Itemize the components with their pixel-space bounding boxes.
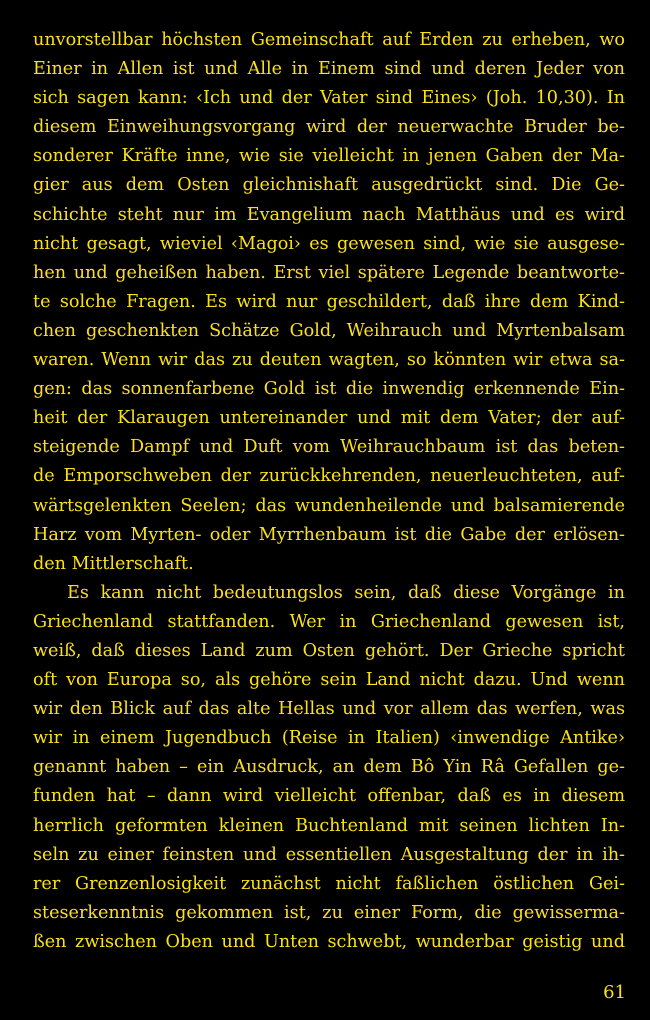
- text-line: sonderer Kräfte inne, wie sie vielleicht in jenen Gaben der Ma-: [33, 146, 625, 167]
- text-line: wärtsgelenkten Seelen; das wundenheilende und balsamierende: [33, 495, 625, 516]
- body-text: [33, 26, 625, 957]
- text-line: heit der Klaraugen untereinander und mit dem Vater; der auf-: [33, 408, 625, 429]
- text-line: gier aus dem Osten gleichnishaft ausgedrückt sind. Die Ge-: [33, 175, 625, 196]
- text-line: genannt haben – ein Ausdruck, an dem Bô Yin Râ Gefallen ge-: [33, 757, 625, 778]
- text-line: funden hat – dann wird vielleicht offenbar, daß es in diesem: [33, 786, 625, 807]
- text-line: steserkenntnis gekommen ist, zu einer Form, die gewisserma-: [33, 902, 625, 923]
- text-line: Harz vom Myrten- oder Myrrhenbaum ist die Gabe der erlösen-: [33, 524, 625, 545]
- text-line: te solche Fragen. Es wird nur geschildert, daß ihre dem Kind-: [33, 291, 625, 312]
- text-line: steigende Dampf und Duft vom Weihrauchbaum ist das beten-: [33, 437, 625, 458]
- text-line: Es kann nicht bedeutungslos sein, daß diese Vorgänge in: [67, 582, 625, 603]
- text-line: wir den Blick auf das alte Hellas und vor allem das werfen, was: [33, 699, 625, 720]
- page-number: 61: [603, 982, 626, 1003]
- text-line: chen geschenkten Schätze Gold, Weihrauch und Myrtenbalsam: [33, 320, 625, 341]
- text-line: schichte steht nur im Evangelium nach Matthäus und es wird: [33, 204, 625, 225]
- text-line: diesem Einweihungsvorgang wird der neuerwachte Bruder be-: [33, 117, 625, 138]
- text-line: unvorstellbar höchsten Gemeinschaft auf Erden zu erheben, wo: [33, 30, 625, 50]
- text-line: den Mittlerschaft.: [33, 553, 194, 574]
- text-line: herrlich geformten kleinen Buchtenland mit seinen lichten In-: [33, 815, 625, 836]
- text-line: weiß, daß dieses Land zum Osten gehört. Der Grieche spricht: [33, 640, 625, 661]
- text-line: oft von Europa so, als gehöre sein Land nicht dazu. Und wenn: [33, 670, 625, 691]
- text-line: Griechenland stattfanden. Wer in Griechenland gewesen ist,: [33, 611, 625, 632]
- text-line: sich sagen kann: ‹Ich und der Vater sind Eines› (Joh. 10,30). In: [33, 88, 625, 109]
- text-line: waren. Wenn wir das zu deuten wagten, so könnten wir etwa sa-: [33, 350, 625, 371]
- text-line: seln zu einer feinsten und essentiellen Ausgestaltung der in ih-: [33, 844, 625, 865]
- text-line: wir in einem Jugendbuch (Reise in Italien) ‹inwendige Antike›: [33, 728, 625, 749]
- text-line: Einer in Allen ist und Alle in Einem sind und deren Jeder von: [33, 59, 625, 80]
- text-line: gen: das sonnenfarbene Gold ist die inwendig erkennende Ein-: [33, 379, 625, 400]
- text-line: nicht gesagt, wieviel ‹Magoi› es gewesen sind, wie sie ausgese-: [33, 233, 625, 254]
- text-line: ßen zwischen Oben und Unten schwebt, wunderbar geistig und: [33, 931, 625, 952]
- text-line: de Emporschweben der zurückkehrenden, neuerleuchteten, auf-: [33, 466, 625, 487]
- text-line: hen und geheißen haben. Erst viel spätere Legende beantworte-: [33, 262, 625, 283]
- text-line: rer Grenzenlosigkeit zunächst nicht faßlichen östlichen Gei-: [33, 873, 625, 894]
